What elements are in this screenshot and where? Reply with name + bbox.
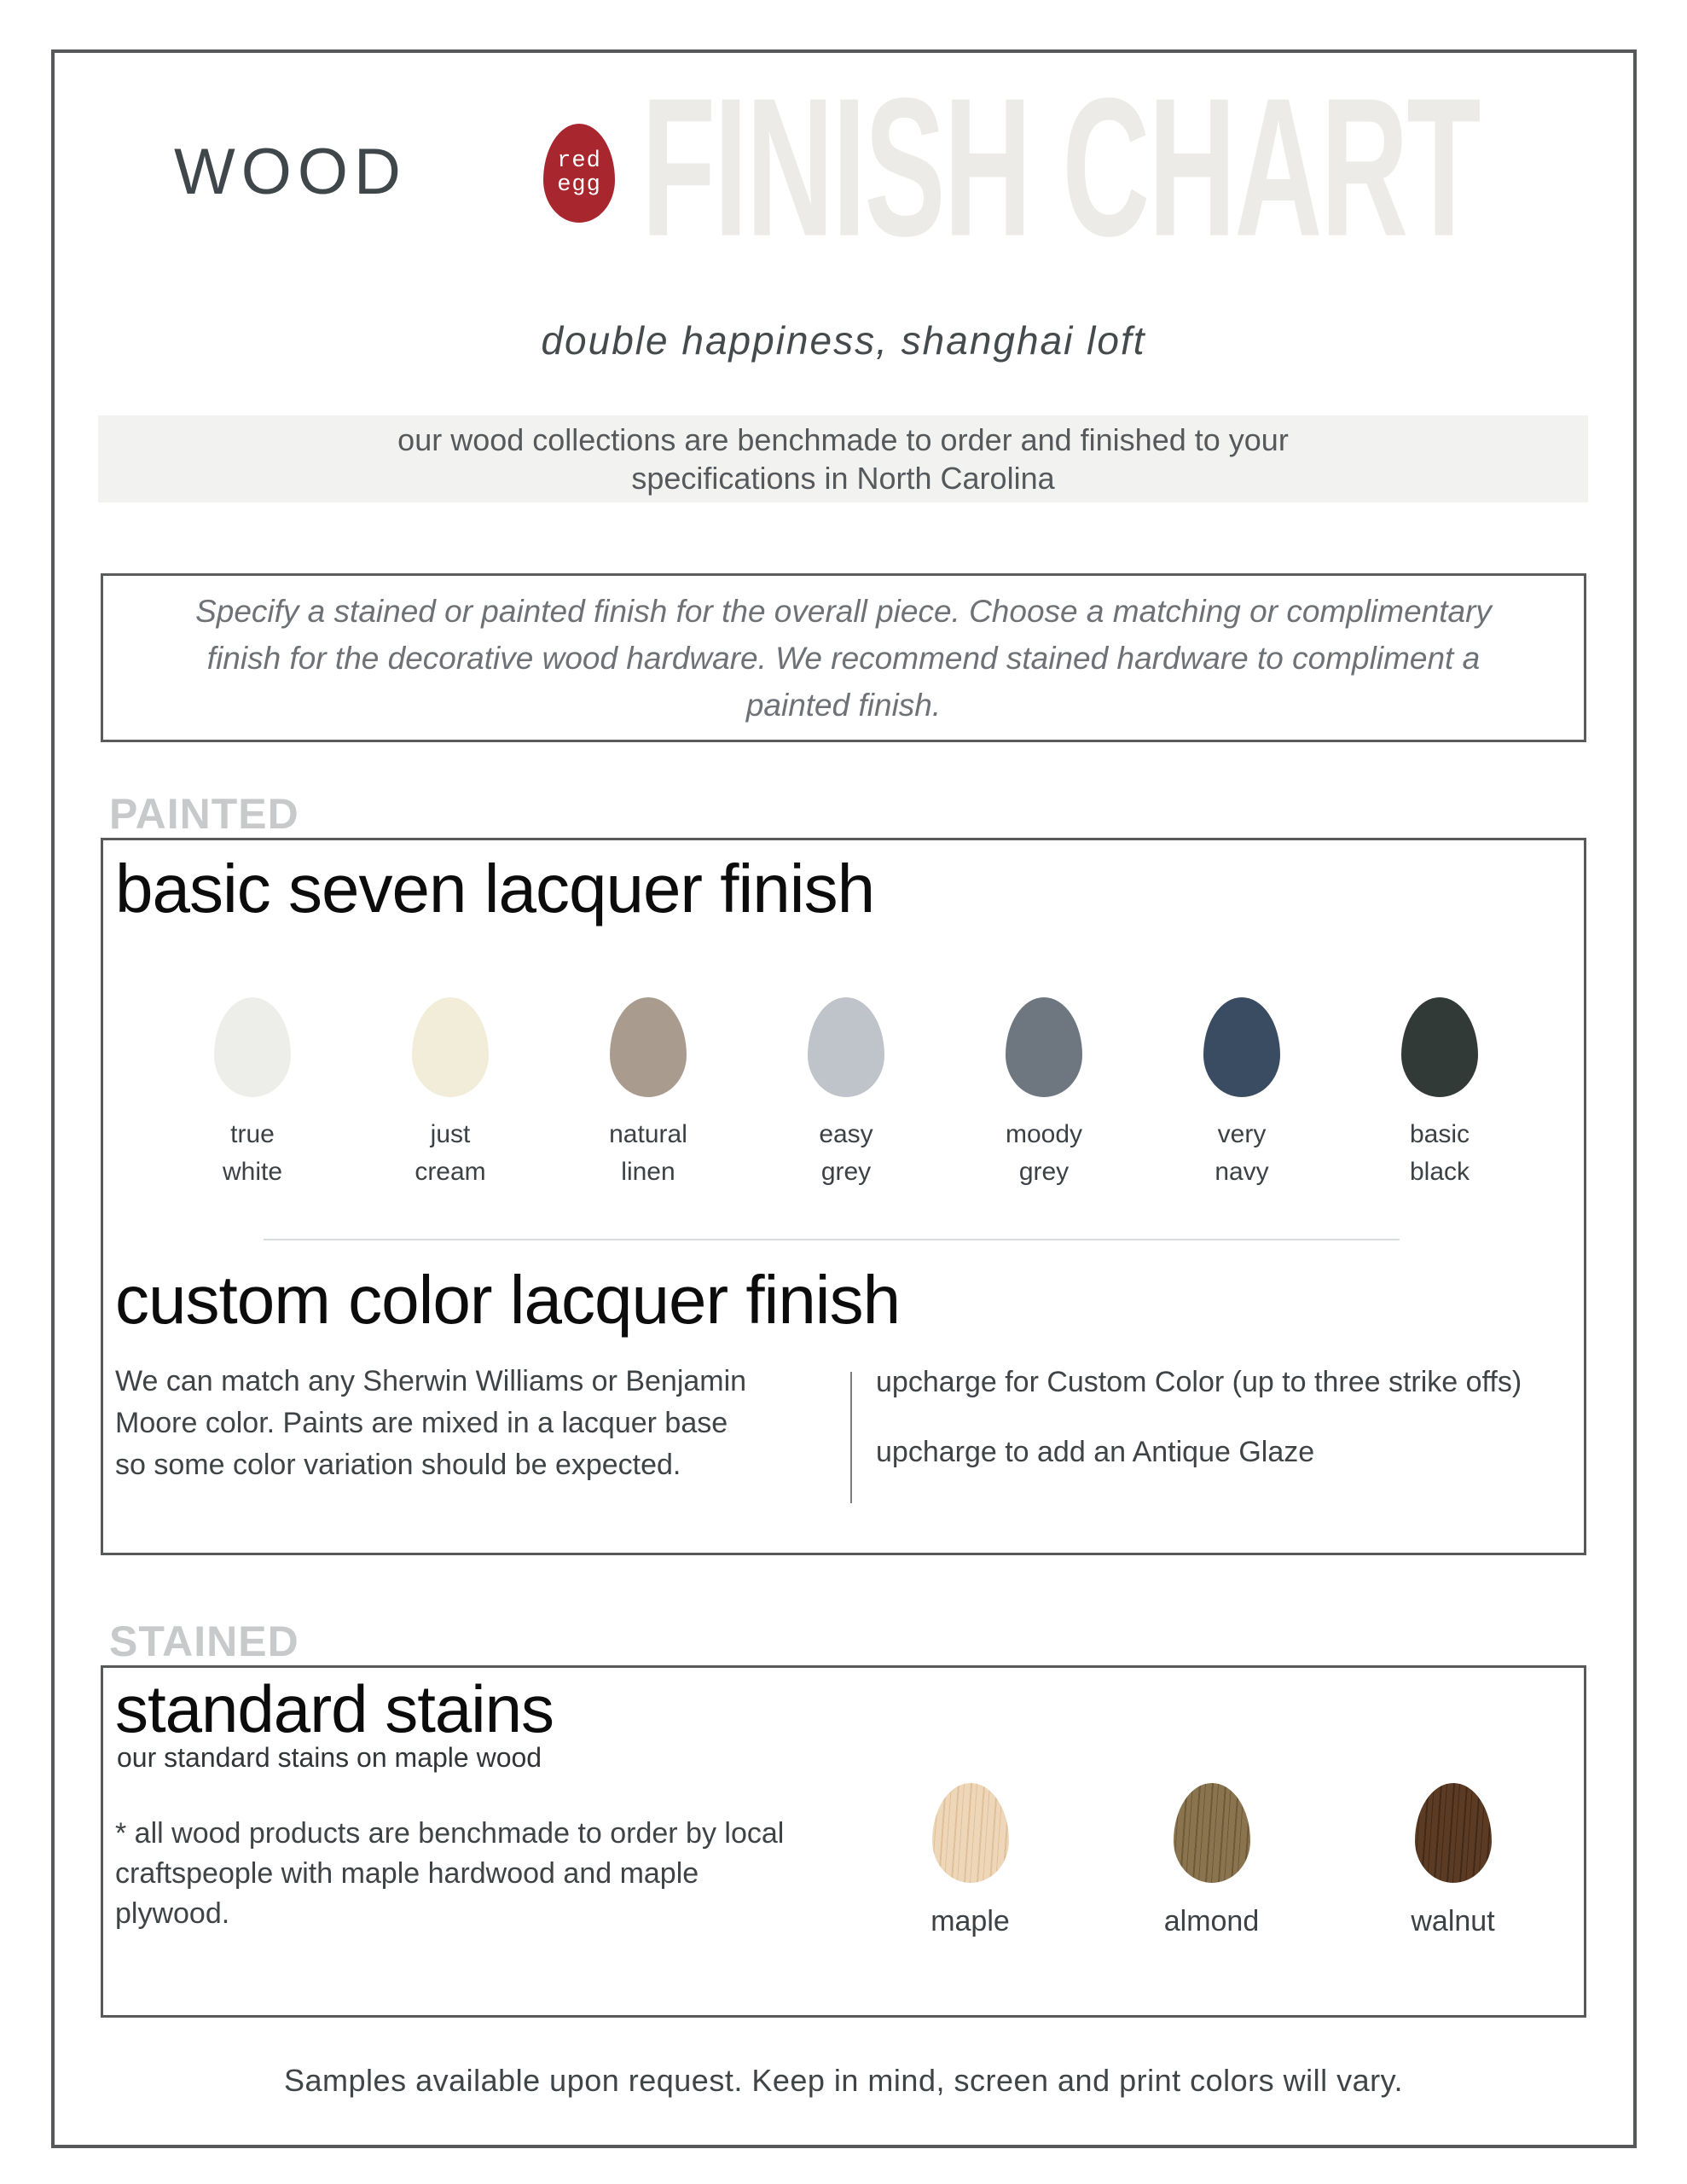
section-label-painted: PAINTED xyxy=(109,790,299,838)
swatch-label-line2: black xyxy=(1409,1158,1470,1186)
logo-text-line2: egg xyxy=(557,172,601,198)
stain-label-almond: almond xyxy=(1163,1905,1260,1937)
swatch-label-line2: white xyxy=(222,1158,283,1186)
swatch-label-line2: grey xyxy=(820,1158,872,1186)
page-title: FINISH CHART xyxy=(641,56,1480,277)
swatch-label-line1: moody xyxy=(1005,1120,1083,1148)
swatch-egg-very-navy xyxy=(1203,997,1280,1097)
custom-lacquer-heading: custom color lacquer finish xyxy=(115,1262,901,1338)
swatch-label-line2: grey xyxy=(1018,1158,1070,1186)
swatch-label-line1: true xyxy=(230,1120,275,1148)
swatch-label-line1: very xyxy=(1217,1120,1267,1148)
swatch-label-line1: natural xyxy=(609,1120,687,1148)
logo-text-line1: red xyxy=(557,148,601,174)
intro-banner-text: our wood collections are benchmade to order and finished to your specifications in North Carolina xyxy=(397,422,1289,496)
swatch-egg-moody-grey xyxy=(1006,997,1082,1097)
swatch-walnut xyxy=(1332,1783,1574,1938)
lacquer-swatch-row xyxy=(154,997,1539,1191)
brand-wordmark: WOOD xyxy=(174,136,407,208)
swatch-natural-linen xyxy=(549,997,747,1191)
swatch-basic-black xyxy=(1341,997,1539,1191)
swatch-egg-maple xyxy=(932,1783,1009,1883)
swatch-egg-true-white xyxy=(214,997,291,1097)
upcharge-list xyxy=(876,1362,1558,1472)
benchmade-note: * all wood products are benchmade to order by local craftspeople with maple hardwood and maple plywood. xyxy=(115,1817,785,1930)
swatch-label-line1: basic xyxy=(1409,1120,1470,1148)
swatch-easy-grey xyxy=(747,997,945,1191)
stain-label-walnut: walnut xyxy=(1411,1905,1495,1937)
collection-subtitle: double happiness, shanghai loft xyxy=(541,318,1146,363)
swatch-label-line2: navy xyxy=(1215,1158,1269,1186)
finish-instructions-text: Specify a stained or painted finish for the overall piece. Choose a matching or complimentary finish for the decorative wood hardware. We recommend stained hardware to compliment a painted finish. xyxy=(195,593,1492,723)
upcharge-antique-glaze: upcharge to add an Antique Glaze xyxy=(876,1436,1315,1468)
swatch-almond xyxy=(1091,1783,1332,1938)
swatch-very-navy xyxy=(1143,997,1341,1191)
swatch-label-line2: linen xyxy=(621,1158,675,1186)
stain-label-maple: maple xyxy=(930,1905,1010,1937)
intro-banner xyxy=(98,415,1588,502)
finish-instructions-box xyxy=(101,573,1586,742)
section-label-stained: STAINED xyxy=(109,1618,299,1665)
stain-swatch-row xyxy=(849,1783,1574,1938)
swatch-true-white xyxy=(154,997,351,1191)
swatch-just-cream xyxy=(351,997,549,1191)
swatch-egg-easy-grey xyxy=(808,997,884,1097)
swatch-egg-just-cream xyxy=(412,997,489,1097)
upcharge-custom-color: upcharge for Custom Color (up to three strike offs) xyxy=(876,1366,1522,1398)
swatch-moody-grey xyxy=(945,997,1143,1191)
swatch-maple xyxy=(849,1783,1091,1938)
basic-lacquer-heading: basic seven lacquer finish xyxy=(115,851,875,926)
swatch-egg-walnut xyxy=(1415,1783,1492,1883)
swatch-egg-almond xyxy=(1174,1783,1250,1883)
swatch-egg-basic-black xyxy=(1401,997,1478,1097)
swatch-label-line1: easy xyxy=(819,1120,873,1148)
samples-footer-note: Samples available upon request. Keep in mind, screen and print colors will vary. xyxy=(284,2063,1403,2098)
swatch-egg-natural-linen xyxy=(610,997,687,1097)
upcharge-divider-bar xyxy=(850,1372,852,1503)
custom-color-note: We can match any Sherwin Williams or Benjamin Moore color. Paints are mixed in a lacquer base so some color variation should be expected. xyxy=(115,1365,747,1481)
standard-stains-heading: standard stains xyxy=(115,1671,554,1746)
swatch-label-line1: just xyxy=(430,1120,471,1148)
section-divider-line xyxy=(264,1239,1400,1240)
swatch-label-line2: cream xyxy=(415,1158,486,1186)
standard-stains-subheading: our standard stains on maple wood xyxy=(117,1742,542,1773)
